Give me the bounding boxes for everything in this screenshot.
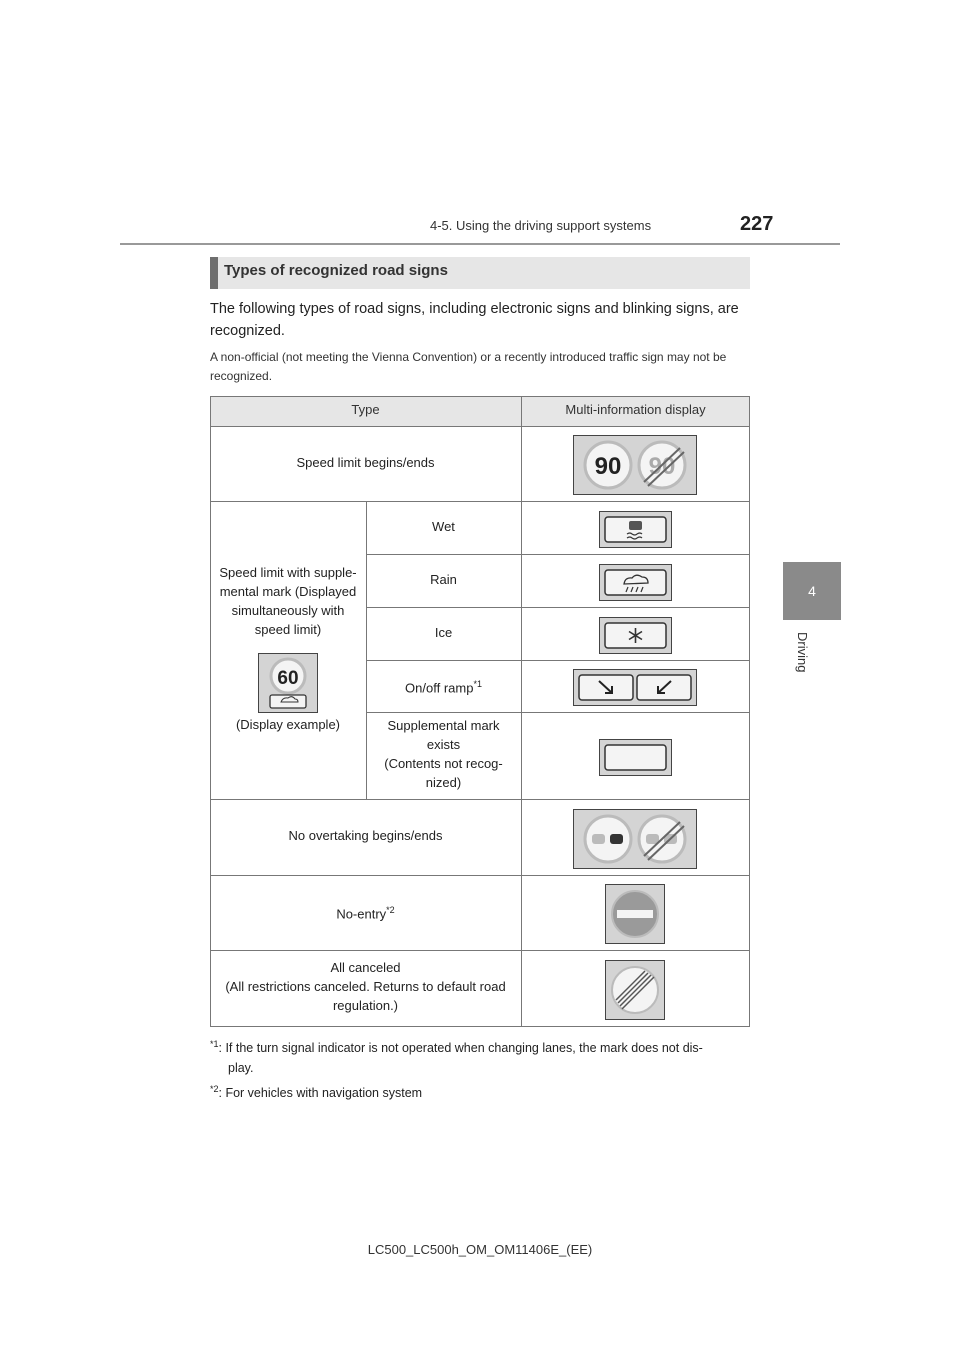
supplemental-line: Speed limit with supple- [219,565,357,580]
table-line [210,426,750,427]
chapter-tab [783,562,841,620]
table-header-type: Type [351,402,380,417]
ramp-footnote-ref: *1 [473,679,482,689]
supp-exists-line: Supplemental mark [387,718,500,733]
all-canceled-line: All canceled [330,960,401,975]
table-line [366,712,750,713]
all-canceled-line: (All restrictions canceled. Returns to default road [225,979,506,994]
footnote-1-text: : If the turn signal indicator is not operated when changing lanes, the mark does not dis- [218,1041,703,1056]
speed-limit-icon [574,436,696,494]
row-speed-limit-label: Speed limit begins/ends [296,455,435,470]
header-section-title: 4-5. Using the driving support systems [430,218,652,233]
row-ramp-label [366,675,521,697]
page-number: 227 [740,213,774,235]
row-wet-label: Wet [432,519,455,534]
table-border-left [210,396,211,1027]
no-entry-icon [606,885,664,943]
wet-road-icon [600,512,671,547]
table-line [210,799,750,800]
header-divider [120,243,840,245]
ramp-label-text: On/off ramp [405,680,474,696]
row-no-entry-label [210,901,521,923]
supplemental-line: speed limit) [254,622,322,637]
ice-sign-image [599,617,672,654]
footnote-1-mark: *1 [210,1039,219,1049]
supplemental-line: simultaneously with [231,603,345,618]
row-supplemental-label [210,563,366,639]
footnote-2-mark: *2 [210,1084,219,1094]
table-line [366,607,750,608]
display-example-caption: (Display example) [235,717,341,732]
table-line [210,501,750,502]
footnote-2-text: : For vehicles with navigation system [218,1086,423,1101]
note-paragraph: A non-official (not meeting the Vienna Convention) or a recently introduced traffic sign may not be recognized. [210,350,727,383]
row-supplemental-exists-label [366,716,521,792]
rain-cloud-icon [600,565,671,600]
no-entry-footnote-ref: *2 [386,905,395,915]
table-line [366,554,750,555]
table-line [210,950,750,951]
speed-begin-value: 90 [594,453,622,480]
ramp-sign-image [573,669,697,706]
chapter-label: Driving [795,632,810,673]
end-of-restrictions-icon [606,961,664,1019]
chapter-number: 4 [808,583,816,599]
supp-exists-line: nized) [425,775,462,790]
display-example-image [258,653,318,713]
intro-paragraph: The following types of road signs, including electronic signs and blinking signs, are recognized. [210,301,739,339]
section-heading-accent [210,257,218,289]
section-title: Types of recognized road signs [224,262,448,279]
speed-end-value: 90 [648,453,676,480]
no-entry-text: No-entry [336,906,387,922]
all-canceled-sign-image [605,960,665,1020]
row-all-canceled-label [210,958,521,1015]
rain-sign-image [599,564,672,601]
no-overtaking-sign-image [573,809,697,869]
table-border-right [749,396,750,1027]
supplemental-line: mental mark (Displayed [219,584,357,599]
footnote-2 [210,1079,755,1103]
footnote-1 [210,1034,755,1078]
row-ice-label: Ice [434,625,453,640]
row-no-overtaking-label: No overtaking begins/ends [288,828,443,843]
example-speed-value: 60 [277,668,299,689]
document-code-footer: LC500_LC500h_OM_OM11406E_(EE) [367,1242,593,1257]
blank-plate-icon [600,740,671,775]
supplemental-exists-image [599,739,672,776]
all-canceled-line: regulation.) [332,998,399,1013]
table-header-display: Multi-information display [565,402,706,417]
snowflake-icon [600,618,671,653]
table-border-top [210,396,750,397]
speed-limit-sign-image [573,435,697,495]
table-line [210,875,750,876]
table-border-bottom [210,1026,750,1027]
row-rain-label: Rain [430,572,457,587]
supp-exists-line: exists [426,737,461,752]
speed-60-rain-icon [259,654,317,712]
supp-exists-line: (Contents not recog- [384,756,503,771]
table-column-divider [521,396,522,1027]
ramp-arrows-icon [574,670,696,705]
no-overtaking-icon [574,810,696,868]
footnote-1-continuation: play. [228,1061,254,1076]
no-entry-sign-image [605,884,665,944]
table-line [366,660,750,661]
wet-sign-image [599,511,672,548]
